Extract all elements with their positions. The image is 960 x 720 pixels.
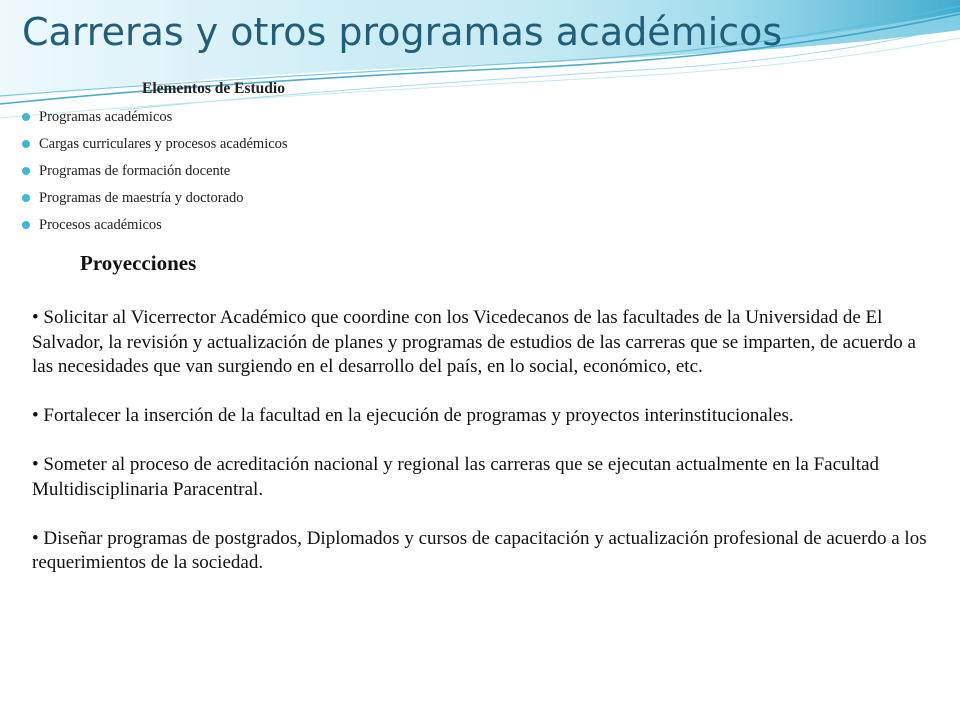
bullet-dot-icon bbox=[22, 140, 30, 148]
list-item bbox=[22, 188, 288, 215]
list-item-text: Cargas curriculares y procesos académicos bbox=[39, 136, 288, 152]
elements-heading: Elementos de Estudio bbox=[142, 80, 285, 97]
list-item bbox=[22, 107, 288, 134]
list-item-text: Procesos académicos bbox=[39, 217, 162, 233]
list-item bbox=[22, 215, 288, 242]
bullet-dot-icon bbox=[22, 113, 30, 121]
projection-paragraph: • Solicitar al Vicerrector Académico que coordine con los Vicedecanos de las facultades de la Universidad de El Salvador, la revisión y actualización de planes y programas de estudios de las carreras que se imparten, de acuerdo a las necesidades que van surgiendo en el desarrollo del país, en lo social, económico, etc. bbox=[32, 307, 916, 377]
list-item-text: Programas de maestría y doctorado bbox=[39, 190, 244, 206]
elements-list bbox=[22, 107, 288, 242]
list-item bbox=[22, 134, 288, 161]
projection-paragraph: • Diseñar programas de postgrados, Diplomados y cursos de capacitación y actualización profesional de acuerdo a los requerimientos de la sociedad. bbox=[32, 527, 927, 573]
projections-body bbox=[32, 306, 937, 600]
projection-paragraph: • Someter al proceso de acreditación nacional y regional las carreras que se ejecutan actualmente en la Facultad Multidisciplinaria Paracentral. bbox=[32, 454, 880, 500]
list-item bbox=[22, 161, 288, 188]
bullet-dot-icon bbox=[22, 221, 30, 229]
list-item-text: Programas de formación docente bbox=[39, 163, 231, 179]
projection-paragraph: • Fortalecer la inserción de la facultad en la ejecución de programas y proyectos interinstitucionales. bbox=[32, 405, 794, 426]
list-item-text: Programas académicos bbox=[39, 109, 173, 125]
bullet-dot-icon bbox=[22, 194, 30, 202]
bullet-dot-icon bbox=[22, 167, 30, 175]
projections-heading: Proyecciones bbox=[80, 251, 197, 275]
page-title: Carreras y otros programas académicos bbox=[22, 10, 783, 54]
